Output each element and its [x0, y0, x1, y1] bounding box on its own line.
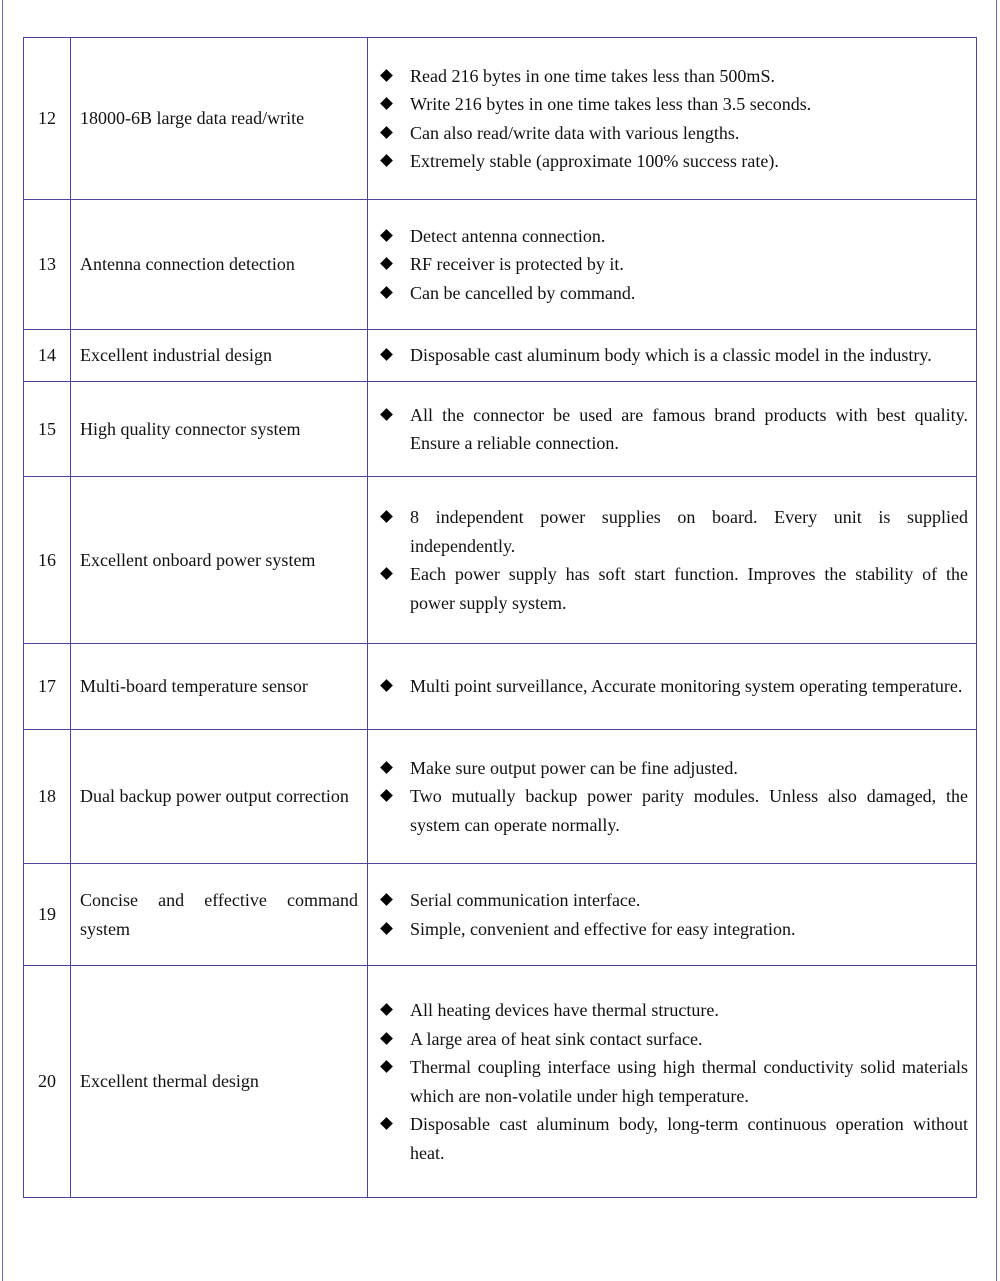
list-item-text: Disposable cast aluminum body which is a classic model in the industry. — [410, 345, 932, 366]
row-number: 15 — [24, 382, 71, 477]
list-item-text: Make sure output power can be fine adjusted. — [410, 757, 738, 778]
list-item-text: All the connector be used are famous brand products with best quality. Ensure a reliable connection. — [410, 404, 968, 453]
feature-name: Concise and effective command system — [71, 864, 368, 966]
diamond-bullet-icon — [380, 154, 393, 167]
list-item — [378, 886, 968, 915]
list-item — [378, 672, 968, 701]
bullet-list — [378, 754, 968, 840]
table-row — [24, 644, 977, 730]
list-item — [378, 996, 968, 1025]
feature-description — [368, 477, 977, 644]
feature-name: Excellent onboard power system — [71, 477, 368, 644]
feature-description — [368, 382, 977, 477]
list-item-text: RF receiver is protected by it. — [410, 254, 624, 275]
table-row — [24, 382, 977, 477]
row-number: 12 — [24, 38, 71, 200]
table-row — [24, 38, 977, 200]
diamond-bullet-icon — [380, 229, 393, 242]
list-item — [378, 915, 968, 944]
row-number: 19 — [24, 864, 71, 966]
list-item — [378, 503, 968, 560]
list-item-text: Write 216 bytes in one time takes less than 3.5 seconds. — [410, 94, 812, 114]
list-item — [378, 754, 968, 783]
diamond-bullet-icon — [380, 348, 393, 361]
bullet-list — [378, 996, 968, 1167]
table-row — [24, 477, 977, 644]
row-number: 14 — [24, 330, 71, 382]
feature-description — [368, 200, 977, 330]
row-number: 18 — [24, 730, 71, 864]
feature-name: Excellent thermal design — [71, 966, 368, 1198]
diamond-bullet-icon — [380, 761, 393, 774]
list-item — [378, 782, 968, 839]
bullet-list — [378, 503, 968, 617]
feature-name: 18000-6B large data read/write — [71, 38, 368, 200]
table-row — [24, 864, 977, 966]
list-item — [378, 90, 968, 119]
diamond-bullet-icon — [380, 408, 393, 421]
bullet-list — [378, 62, 968, 176]
row-number: 20 — [24, 966, 71, 1198]
list-item-text: Can be cancelled by command. — [410, 282, 636, 303]
diamond-bullet-icon — [380, 567, 393, 580]
diamond-bullet-icon — [380, 893, 393, 906]
list-item — [378, 147, 968, 176]
feature-table — [23, 37, 977, 1198]
list-item — [378, 1110, 968, 1167]
list-item-text: 8 independent power supplies on board. Every unit is supplied independently. — [410, 507, 968, 556]
row-number: 16 — [24, 477, 71, 644]
list-item-text: Each power supply has soft start function. Improves the stability of the power supply system. — [410, 564, 968, 613]
row-number: 13 — [24, 200, 71, 330]
table-row — [24, 966, 977, 1198]
diamond-bullet-icon — [380, 1060, 393, 1073]
feature-description — [368, 864, 977, 966]
diamond-bullet-icon — [380, 1003, 393, 1016]
list-item-text: Two mutually backup power parity modules. Unless also damaged, the system can operate normally. — [410, 786, 968, 835]
list-item — [378, 341, 968, 370]
feature-name: Antenna connection detection — [71, 200, 368, 330]
diamond-bullet-icon — [380, 922, 393, 935]
list-item-text: A large area of heat sink contact surface. — [410, 1028, 703, 1049]
list-item — [378, 62, 968, 91]
feature-description — [368, 330, 977, 382]
table-row — [24, 330, 977, 382]
bullet-list — [378, 672, 968, 701]
diamond-bullet-icon — [380, 1117, 393, 1130]
diamond-bullet-icon — [380, 69, 393, 82]
diamond-bullet-icon — [380, 789, 393, 802]
table-row — [24, 730, 977, 864]
list-item — [378, 401, 968, 458]
bullet-list — [378, 886, 968, 943]
bullet-list — [378, 341, 968, 370]
feature-name: Multi-board temperature sensor — [71, 644, 368, 730]
list-item — [378, 222, 968, 251]
diamond-bullet-icon — [380, 126, 393, 139]
diamond-bullet-icon — [380, 257, 393, 270]
feature-description — [368, 966, 977, 1198]
diamond-bullet-icon — [380, 1032, 393, 1045]
list-item — [378, 119, 968, 148]
list-item — [378, 560, 968, 617]
diamond-bullet-icon — [380, 286, 393, 299]
bullet-list — [378, 401, 968, 458]
list-item-text: Read 216 bytes in one time takes less than 500mS. — [410, 65, 775, 86]
list-item — [378, 279, 968, 308]
list-item-text: Thermal coupling interface using high thermal conductivity solid materials which are non-volatile under high temperature. — [410, 1057, 968, 1106]
list-item-text: Detect antenna connection. — [410, 225, 606, 246]
diamond-bullet-icon — [380, 510, 393, 523]
feature-description — [368, 38, 977, 200]
list-item — [378, 250, 968, 279]
list-item-text: Simple, convenient and effective for easy integration. — [410, 918, 796, 939]
list-item-text: All heating devices have thermal structure. — [410, 1000, 719, 1020]
feature-name: Dual backup power output correction — [71, 730, 368, 864]
list-item-text: Can also read/write data with various lengths. — [410, 122, 740, 143]
diamond-bullet-icon — [380, 679, 393, 692]
diamond-bullet-icon — [380, 97, 393, 110]
list-item-text: Extremely stable (approximate 100% success rate). — [410, 151, 779, 171]
table-row — [24, 200, 977, 330]
list-item — [378, 1053, 968, 1110]
feature-description — [368, 644, 977, 730]
list-item-text: Multi point surveillance, Accurate monitoring system operating temperature. — [410, 676, 963, 697]
feature-description — [368, 730, 977, 864]
row-number: 17 — [24, 644, 71, 730]
list-item-text: Disposable cast aluminum body, long-term continuous operation without heat. — [410, 1114, 968, 1163]
feature-name: Excellent industrial design — [71, 330, 368, 382]
bullet-list — [378, 222, 968, 308]
list-item-text: Serial communication interface. — [410, 890, 641, 910]
feature-name: High quality connector system — [71, 382, 368, 477]
list-item — [378, 1025, 968, 1054]
